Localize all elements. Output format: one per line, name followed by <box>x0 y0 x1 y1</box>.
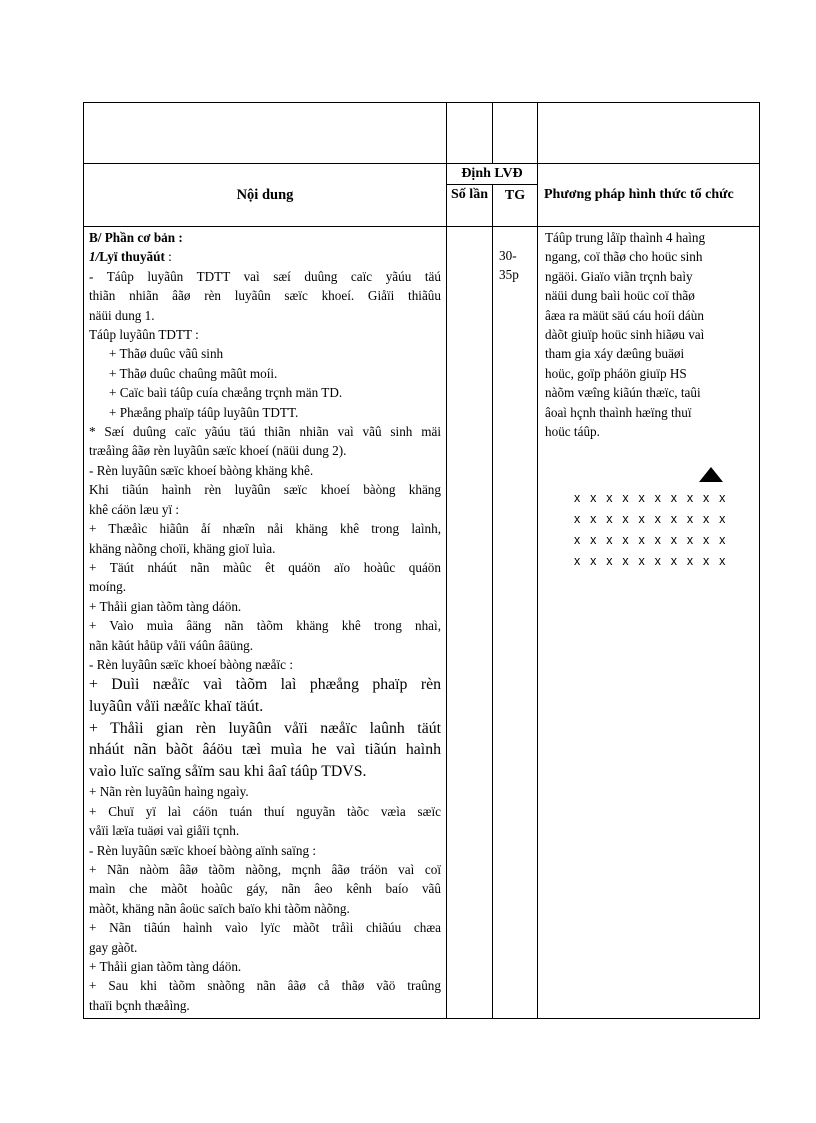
student-row: x x x x x x x x x x <box>574 491 726 506</box>
content-cell <box>84 227 447 1019</box>
theory-number: 1/ <box>89 249 100 265</box>
blank-cell <box>447 103 493 164</box>
student-rows <box>574 488 725 572</box>
content-line: näüi dung 1. <box>89 307 155 323</box>
content-line: + Thåìi gian tàõm tàng dáön. <box>89 958 242 974</box>
section-title: B/ Phần cơ bản : <box>89 230 183 245</box>
content-line: - Rèn luyãûn sæïc khoeí bàòng næåïc : <box>89 656 294 672</box>
content-column-header: Nội dung <box>84 164 447 227</box>
content-line: + Thæåìc hiãûn åí nhæîn nåi khäng khê trong laình, <box>89 521 441 537</box>
method-line: Táûp trung låïp thaình 4 haìng <box>545 230 706 245</box>
content-line: thiãn nhiãn âãø rèn luyãûn sæïc khoeí. Giåïi thiãûu <box>89 288 441 304</box>
header-row-1 <box>84 164 760 185</box>
content-line: + Thãø duûc vãû sinh <box>109 346 224 362</box>
content-line: maìn che màõt hoàûc gáy, nãn âeo kênh baío vãû <box>89 881 441 897</box>
content-line: + Täút nháút nãn màûc êt quáön aïo hoàûc quáön <box>89 559 441 575</box>
method-line: nàõm væîng kiãún thæïc, taûi <box>545 385 701 401</box>
class-formation-diagram <box>545 467 753 577</box>
time-value-line: 35p <box>499 267 519 283</box>
student-row: x x x x x x x x x x <box>574 512 726 527</box>
times-cell <box>447 227 493 1019</box>
theory-colon: : <box>164 249 172 265</box>
time-value-line: 30- <box>499 248 517 263</box>
method-line: âoaì hçnh thaình hæïng thuï <box>545 404 692 420</box>
content-line: + Thãø duûc chaûng mãût moíi. <box>109 365 278 381</box>
content-line: luyãûn våïi næåïc khaï täút. <box>89 697 264 715</box>
content-line: + Thåìi gian rèn luyãûn våïi næåïc laûnh täút <box>89 719 441 737</box>
time-column-header: TG <box>493 185 538 227</box>
content-line: khäng nàõng choïi, khäng gioï luìa. <box>89 540 276 556</box>
content-line: våïi læïa tuäøi vaì giåïi tçnh. <box>89 823 240 839</box>
content-line: Táûp luyãûn TDTT : <box>89 327 199 343</box>
content-row <box>84 227 760 1019</box>
content-line: + Caïc baìi táûp cuía chæång trçnh män TD. <box>109 385 343 401</box>
method-line: dàõt giuïp hoüc sinh hiãøu vaì <box>545 327 705 343</box>
content-line: gay gàõt. <box>89 939 138 955</box>
content-line: vaìo luïc saïng såïm sau khi âaî táûp TDVS. <box>89 762 367 780</box>
content-line: + Phæång phaïp táûp luyãûn TDTT. <box>109 404 299 420</box>
time-cell <box>493 227 538 1019</box>
content-line: + Duìi næåïc vaì tàõm laì phæång phaïp rèn <box>89 676 441 694</box>
content-line: * Sæí duûng caïc yãúu täú thiãn nhiãn vaì vãû sinh mäi <box>89 424 441 440</box>
method-line: ngang, coï thãø cho hoüc sinh <box>545 249 703 265</box>
content-line: nháút nãn bàõt âáöu tæì muìa he vaì tiãún haình <box>89 741 441 759</box>
content-line: - Táûp luyãûn TDTT vaì sæí duûng caïc yãúu täú <box>89 268 441 284</box>
content-line: thaïi bçnh thæåìng. <box>89 997 190 1013</box>
content-line: - Rèn luyãûn sæïc khoeí bàòng khäng khê. <box>89 462 314 478</box>
content-line: khê cáön læu yï : <box>89 501 180 517</box>
student-row: x x x x x x x x x x <box>574 533 726 548</box>
method-line: hoüc táûp. <box>545 424 600 440</box>
content-line: màõt, khäng nãn âoüc saïch baïo khi tàõm nàõng. <box>89 900 350 916</box>
method-line: âæa ra mäüt säú cáu hoíi dáùn <box>545 307 704 323</box>
method-line: hoüc, goïp pháön giuïp HS <box>545 365 687 381</box>
content-line: Khi tiãún haình rèn luyãûn sæïc khoeí bàòng khäng <box>89 482 441 498</box>
method-line: näüi dung baìi hoüc coï thãø <box>545 288 695 304</box>
content-line: + Chuï yï laì cáön tuán thuí nguyãn tàõc væìa sæïc <box>89 803 441 819</box>
method-cell <box>538 227 760 1019</box>
content-line: + Nãn nàòm âãø tàõm nàõng, mçnh âãø tráön vaì coï <box>89 861 441 877</box>
content-line: træåìng âãø rèn luyãûn sæïc khoeí (näüi dung 2). <box>89 443 347 459</box>
lesson-plan-table <box>83 102 760 1019</box>
content-line: + Sau khi tàõm snàõng nãn âãø cå thãø vãö traûng <box>89 978 441 994</box>
blank-cell <box>538 103 760 164</box>
content-line: nãn kãút håüp våïi váûn âäüng. <box>89 637 254 653</box>
method-line: ngäöi. Giaïo viãn trçnh baìy <box>545 268 693 284</box>
method-line: tham gia xáy dæûng buäøi <box>545 346 685 362</box>
dosage-group-header: Định LVĐ <box>447 164 538 185</box>
method-column-header: Phương pháp hình thức tổ chức <box>538 164 760 227</box>
student-row: x x x x x x x x x x <box>574 554 726 569</box>
content-line: + Nãn tiãún haình vaìo lyïc màõt tråìi chiãúu chæa <box>89 920 441 936</box>
content-line: + Vaìo muìa âäng nãn tàõm khäng khê trong nhaì, <box>89 618 441 634</box>
times-column-header: Số lần <box>447 185 493 227</box>
blank-cell <box>493 103 538 164</box>
content-line: - Rèn luyãûn sæïc khoeí bàòng aïnh saïng : <box>89 842 317 858</box>
content-line: + Nãn rèn luyãûn haìng ngaìy. <box>89 784 249 800</box>
triangle-up-icon <box>699 467 723 482</box>
theory-heading <box>89 247 441 266</box>
theory-title: Lyï thuyãút <box>99 249 165 265</box>
blank-top-row <box>84 103 760 164</box>
content-line: + Thåìi gian tàõm tàng dáön. <box>89 598 242 614</box>
blank-cell <box>84 103 447 164</box>
content-line: moíng. <box>89 579 126 595</box>
